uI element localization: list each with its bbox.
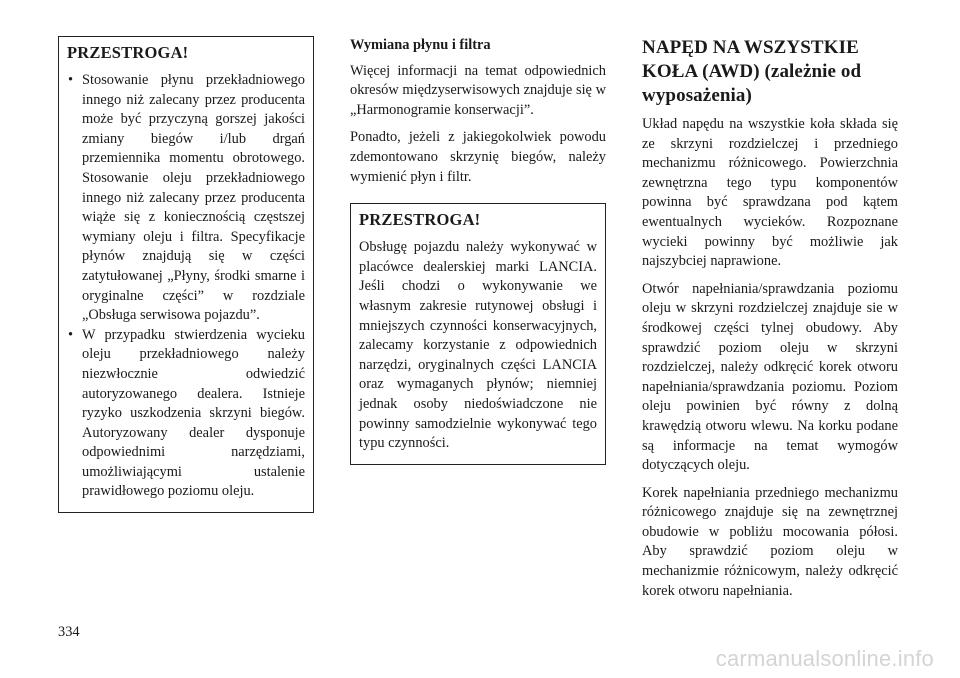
body-paragraph: Otwór napełniania/sprawdzania poziomu oleju w skrzyni rozdzielczej znajduje sie w środkowej części tylnej obudowy. Aby sprawdzić poziom oleju w skrzyni rozdzielczej, należy odkręcić korek otworu napełniania/sprawdzania poziomu. Poziom oleju powinien być równy z dolną krawędzią otworu wlewu. Na korku podane są informacje na temat wymogów dotyczących oleju. bbox=[642, 280, 898, 474]
warning-bullet-item bbox=[67, 71, 305, 326]
bullet-icon: • bbox=[68, 326, 74, 343]
right-column bbox=[642, 36, 898, 609]
bullet-icon: • bbox=[68, 72, 74, 88]
left-column bbox=[58, 36, 314, 513]
body-paragraph: Układ napędu na wszystkie koła składa się ze skrzyni rozdzielczej i przedniego mechanizmu różnicowego. Powierzchnia zewnętrzna tego typu komponentów powinna być sprawdzana pod kątem ewentualnych wycieków. Rozpoznane wycieki powinny być możliwie jak najszybciej naprawione. bbox=[642, 116, 898, 270]
fluid-filter-change-heading: Wymiana płynu i filtra bbox=[350, 37, 491, 53]
page-number: 334 bbox=[58, 624, 80, 640]
warning-text: Obsługę pojazdu należy wykonywać w placówce dealerskiej marki LANCIA. Jeśli chodzi o wykonywanie we własnym zakresie rutynowej obsługi i mniejszych czynności konserwacyjnych, zalecamy korzystanie z odpowiednich narzędzi, oryginalnych części LANCIA oraz wymaganych płynów; niemniej jednak osoby niedoświadczone nie powinny samodzielnie wykonywać tego typu czynności. bbox=[359, 239, 597, 452]
body-paragraph: Więcej informacji na temat odpowiednich okresów międzyserwisowych znajduje się w „Harmonogramie konserwacji”. bbox=[350, 62, 606, 118]
dealer-service-warning-box bbox=[350, 203, 606, 465]
warning-bullet-item bbox=[67, 326, 305, 502]
body-paragraph: Ponadto, jeżeli z jakiegokolwiek powodu zdemontowano skrzynię biegów, należy wymienić płyn i filtr. bbox=[350, 129, 606, 185]
awd-section-title: NAPĘD NA WSZYSTKIE KOŁA (AWD) (zależnie od wyposażenia) bbox=[642, 37, 862, 106]
watermark: carmanualsonline.info bbox=[715, 646, 934, 671]
transmission-fluid-warning-box bbox=[58, 36, 314, 513]
warning-bullet-text: Stosowanie płynu przekładniowego innego niż zalecany przez producenta może być przyczyną gorszej jakości zmiany biegów i/lub drgań przemiennika momentu obrotowego. Stosowanie oleju przekładniowego innego niż zalecany przez producenta wiąże się z koniecznością częstszej wymiany oleju i filtra. Specyfikacje płynów znajdują się w części zatytułowanej „Płyny, środki smarne i oryginalne części” w rozdziale „Obsługa serwisowa pojazdu”. bbox=[82, 72, 305, 324]
warning-bullet-text: W przypadku stwierdzenia wycieku oleju przekładniowego należy niezwłocznie odwiedzić autoryzowanego dealera. Istnieje ryzyko uszkodzenia skrzyni biegów. Autoryzowany dealer dysponuje odpowiednimi narzędziami, umożliwiającymi ustalenie prawidłowego poziomu oleju. bbox=[82, 326, 305, 500]
middle-column bbox=[350, 36, 606, 465]
body-paragraph: Korek napełniania przedniego mechanizmu różnicowego znajduje się na zewnętrznej obudowie w pobliżu mocowania półosi. Aby sprawdzić poziom oleju w mechanizmie różnicowym, należy odkręcić korek otworu napełniania. bbox=[642, 484, 898, 599]
warning-title: PRZESTROGA! bbox=[359, 210, 481, 230]
warning-title: PRZESTROGA! bbox=[67, 43, 189, 62]
warning-bullet-list bbox=[67, 71, 305, 502]
